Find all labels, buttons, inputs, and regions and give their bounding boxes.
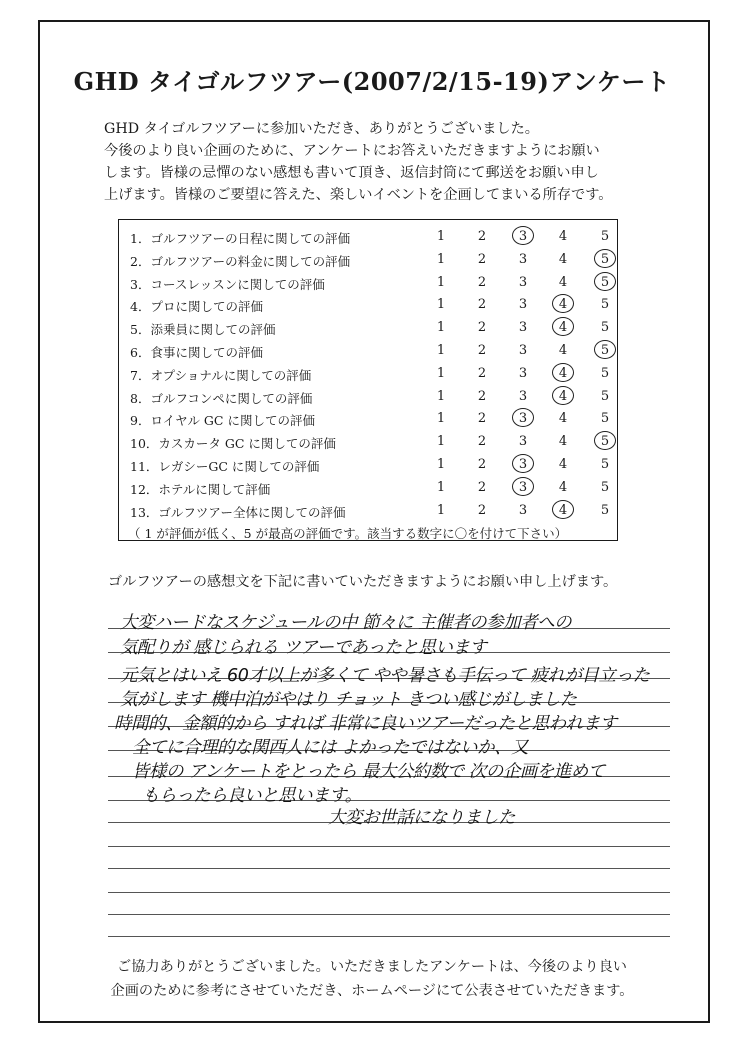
question-label: 1．ゴルフツアーの日程に関しての評価 xyxy=(130,231,351,246)
score-option-3[interactable]: 3 xyxy=(518,457,528,472)
question-label: 11．レガシーGC に関しての評価 xyxy=(130,459,320,474)
score-option-5[interactable]: 5 xyxy=(600,229,610,244)
question-row xyxy=(130,366,610,389)
score-option-1[interactable]: 1 xyxy=(436,297,446,313)
selected-circle xyxy=(552,386,574,405)
selected-circle xyxy=(552,500,574,519)
score-option-4[interactable]: 4 xyxy=(558,457,568,472)
score-option-2[interactable]: 2 xyxy=(477,434,487,450)
score-option-5[interactable]: 5 xyxy=(600,274,610,290)
question-row xyxy=(130,252,610,275)
intro-line: 上げます。皆様のご要望に答えた、楽しいイベントを企画してまいる所存です。 xyxy=(104,187,613,203)
score-option-5[interactable]: 5 xyxy=(600,457,610,472)
question-row xyxy=(130,320,610,343)
score-option-5[interactable]: 5 xyxy=(600,365,610,381)
selected-circle xyxy=(552,363,574,382)
comment-prompt: ゴルフツアーの感想文を下記に書いていただきますようにお願い申し上げます。 xyxy=(108,574,618,590)
question-label: 4．プロに関しての評価 xyxy=(130,299,263,315)
score-option-4[interactable]: 4 xyxy=(558,274,568,290)
score-option-2[interactable]: 2 xyxy=(477,229,487,244)
score-option-2[interactable]: 2 xyxy=(477,365,487,381)
score-option-4[interactable]: 4 xyxy=(558,297,568,313)
selected-circle xyxy=(512,226,534,245)
ruled-line xyxy=(108,868,670,869)
score-option-1[interactable]: 1 xyxy=(436,388,446,404)
question-row xyxy=(130,343,610,366)
score-option-1[interactable]: 1 xyxy=(436,457,446,472)
question-label: 9．ロイヤル GC に関しての評価 xyxy=(130,413,315,429)
question-row xyxy=(130,229,610,252)
score-option-2[interactable]: 2 xyxy=(477,251,487,267)
score-option-4[interactable]: 4 xyxy=(558,229,568,244)
question-row xyxy=(130,389,610,412)
question-row xyxy=(130,480,610,503)
score-option-4[interactable]: 4 xyxy=(558,411,568,427)
ruled-line xyxy=(108,914,670,915)
score-option-4[interactable]: 4 xyxy=(558,365,568,381)
question-label: 6．食事に関しての評価 xyxy=(130,345,263,360)
score-option-1[interactable]: 1 xyxy=(436,502,446,518)
score-option-5[interactable]: 5 xyxy=(600,297,610,313)
score-option-5[interactable]: 5 xyxy=(600,502,610,518)
score-option-2[interactable]: 2 xyxy=(477,274,487,290)
question-row xyxy=(130,411,610,434)
question-label: 8．ゴルフコンペに関しての評価 xyxy=(130,390,313,406)
ruled-line xyxy=(108,892,670,893)
question-label: 12．ホテルに関して評価 xyxy=(130,481,271,497)
score-option-3[interactable]: 3 xyxy=(518,320,528,336)
score-option-3[interactable]: 3 xyxy=(518,434,528,450)
score-option-2[interactable]: 2 xyxy=(477,343,487,358)
score-option-3[interactable]: 3 xyxy=(518,365,528,381)
intro-text xyxy=(104,118,664,206)
score-option-1[interactable]: 1 xyxy=(436,343,446,358)
score-option-5[interactable]: 5 xyxy=(600,320,610,336)
intro-line: GHD タイゴルフツアーに参加いただき、ありがとうございました。 xyxy=(104,121,539,137)
score-option-5[interactable]: 5 xyxy=(600,251,610,267)
score-option-1[interactable]: 1 xyxy=(436,434,446,450)
form-title: GHD タイゴルフツアー(2007/2/15-19)アンケート xyxy=(73,67,671,96)
question-label: 7．オプショナルに関しての評価 xyxy=(130,367,312,383)
score-option-2[interactable]: 2 xyxy=(477,297,487,313)
score-option-1[interactable]: 1 xyxy=(436,320,446,336)
question-label: 2．ゴルフツアーの料金に関しての評価 xyxy=(130,253,351,269)
score-option-2[interactable]: 2 xyxy=(477,502,487,518)
score-option-4[interactable]: 4 xyxy=(558,320,568,336)
score-option-2[interactable]: 2 xyxy=(477,457,487,472)
comment-line: 気がします 機中泊がやはり チョット きつい感じがしました xyxy=(120,690,577,710)
score-option-2[interactable]: 2 xyxy=(477,479,487,495)
question-row xyxy=(130,503,610,526)
score-option-4[interactable]: 4 xyxy=(558,251,568,267)
question-row xyxy=(130,297,610,320)
score-option-3[interactable]: 3 xyxy=(518,388,528,404)
comment-line: 気配りが 感じられる ツアーであったと思います xyxy=(120,638,487,658)
score-option-2[interactable]: 2 xyxy=(477,411,487,427)
score-option-4[interactable]: 4 xyxy=(558,479,568,495)
score-option-3[interactable]: 3 xyxy=(518,229,528,244)
score-option-4[interactable]: 4 xyxy=(558,434,568,450)
closing-line: 企画のために参考にさせていただき、ホームページにて公表させていただきます。 xyxy=(110,983,634,999)
score-option-3[interactable]: 3 xyxy=(518,251,528,267)
question-label: 13．ゴルフツアー全体に関しての評価 xyxy=(130,504,346,520)
score-option-3[interactable]: 3 xyxy=(518,274,528,290)
score-option-3[interactable]: 3 xyxy=(518,502,528,518)
score-option-4[interactable]: 4 xyxy=(558,502,568,518)
intro-line: します。皆様の忌憚のない感想も書いて頂き、返信封筒にて郵送をお願い申し xyxy=(104,165,599,181)
selected-circle xyxy=(512,477,534,496)
score-option-3[interactable]: 3 xyxy=(518,297,528,313)
selected-circle xyxy=(594,249,616,268)
score-option-5[interactable]: 5 xyxy=(600,434,610,450)
comment-line: 時間的、金額的から すれば 非常に良いツアーだったと思われます xyxy=(114,714,617,734)
question-row xyxy=(130,275,610,298)
score-option-2[interactable]: 2 xyxy=(477,388,487,404)
score-option-1[interactable]: 1 xyxy=(436,229,446,244)
rating-note: （ 1 が評価が低く、5 が最高の評価です。該当する数字に〇を付けて下さい） xyxy=(128,526,568,541)
question-label: 10．カスカータ GC に関しての評価 xyxy=(130,436,336,452)
score-option-5[interactable]: 5 xyxy=(600,411,610,427)
score-option-3[interactable]: 3 xyxy=(518,411,528,427)
closing-line: ご協力ありがとうございました。いただきましたアンケートは、今後のより良い xyxy=(117,959,627,975)
comment-line: 全てに合理的な関西人には よかったではないか、又 xyxy=(132,738,529,758)
selected-circle xyxy=(594,340,616,359)
score-option-1[interactable]: 1 xyxy=(436,365,446,381)
comment-line: 大変ハードなスケジュールの中 節々に 主催者の参加者への xyxy=(120,613,572,633)
question-label: 5．添乗員に関しての評価 xyxy=(130,322,276,338)
comment-line: 大変お世話になりました xyxy=(328,808,515,828)
score-option-5[interactable]: 5 xyxy=(600,388,610,404)
comment-line: もらったら良いと思います。 xyxy=(142,786,362,806)
selected-circle xyxy=(594,272,616,291)
score-option-4[interactable]: 4 xyxy=(558,343,568,358)
score-option-5[interactable]: 5 xyxy=(600,343,610,358)
question-label: 3．コースレッスンに関しての評価 xyxy=(130,276,325,292)
score-option-3[interactable]: 3 xyxy=(518,479,528,495)
score-option-4[interactable]: 4 xyxy=(558,388,568,404)
score-option-1[interactable]: 1 xyxy=(436,411,446,427)
question-row xyxy=(130,434,610,457)
score-option-5[interactable]: 5 xyxy=(600,479,610,495)
selected-circle xyxy=(512,454,534,473)
comment-line: 元気とはいえ 60才以上が多くて やや暑さも手伝って 疲れが目立った xyxy=(120,666,650,686)
comment-line: 皆様の アンケートをとったら 最大公約数で 次の企画を進めて xyxy=(132,762,605,782)
score-option-2[interactable]: 2 xyxy=(477,320,487,336)
ruled-line xyxy=(108,846,670,847)
score-option-1[interactable]: 1 xyxy=(436,479,446,495)
ruled-line xyxy=(108,936,670,937)
intro-line: 今後のより良い企画のために、アンケートにお答えいただきますようにお願い xyxy=(104,143,600,159)
score-option-1[interactable]: 1 xyxy=(436,274,446,290)
question-row xyxy=(130,457,610,480)
score-option-1[interactable]: 1 xyxy=(436,251,446,267)
score-option-3[interactable]: 3 xyxy=(518,343,528,358)
